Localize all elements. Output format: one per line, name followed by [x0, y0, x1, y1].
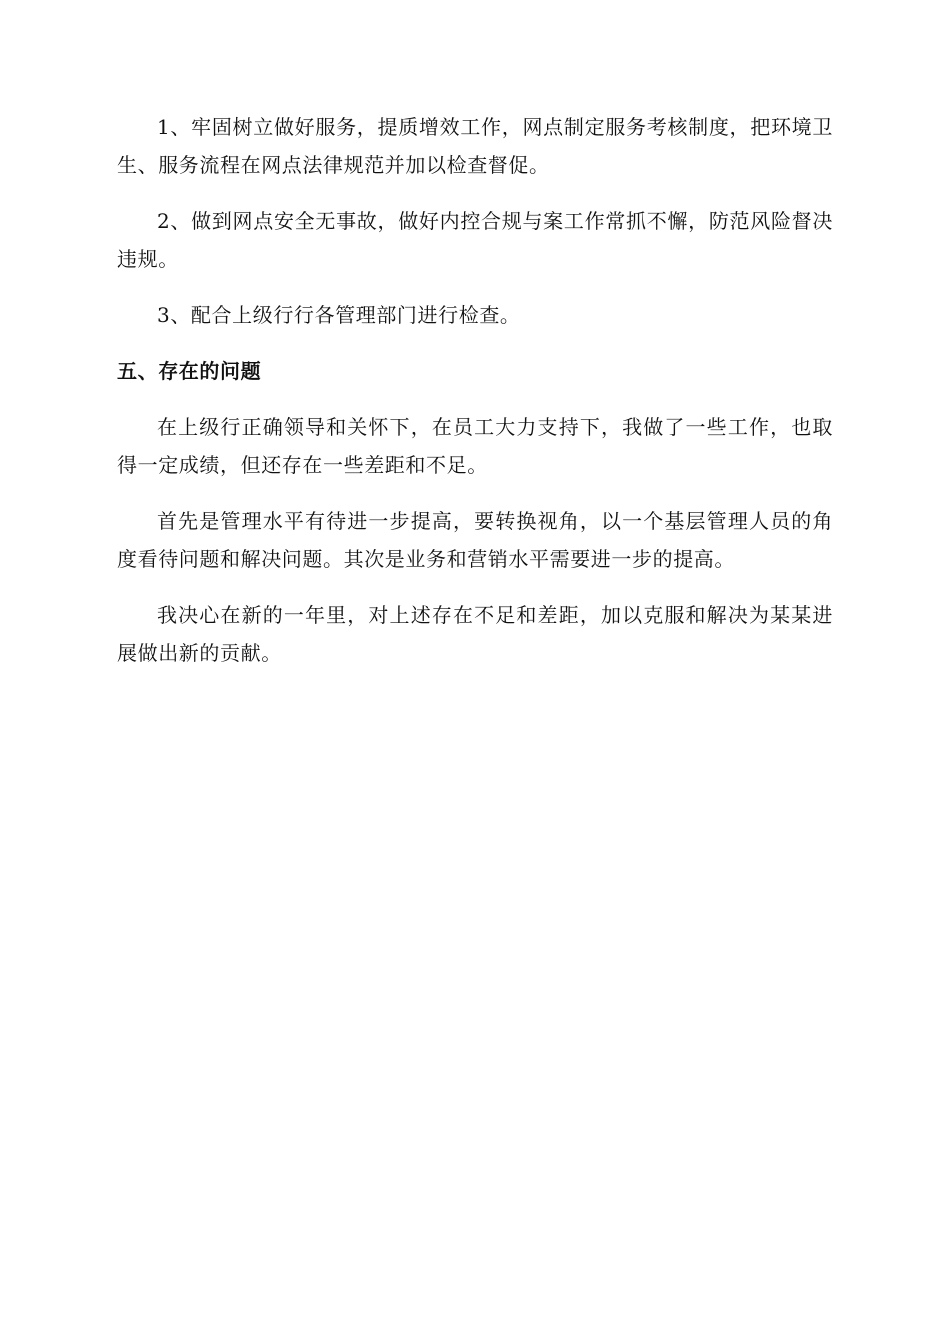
list-item-1: 1、牢固树立做好服务，提质增效工作，网点制定服务考核制度，把环境卫生、服务流程在网点法律规范并加以检查督促。 [117, 115, 833, 177]
paragraph-1: 在上级行正确领导和关怀下，在员工大力支持下，我做了一些工作，也取得一定成绩，但还存在一些差距和不足。 [117, 415, 833, 477]
list-item-2: 2、做到网点安全无事故，做好内控合规与案工作常抓不懈，防范风险督决违规。 [117, 209, 833, 271]
paragraph-2: 首先是管理水平有待进一步提高，要转换视角，以一个基层管理人员的角度看待问题和解决问题。其次是业务和营销水平需要进一步的提高。 [117, 509, 833, 571]
section-heading: 五、存在的问题 [117, 359, 262, 383]
document-body [117, 108, 833, 690]
paragraph-3: 我决心在新的一年里，对上述存在不足和差距，加以克服和解决为某某进展做出新的贡献。 [117, 603, 833, 665]
list-item-3: 3、配合上级行行各管理部门进行检查。 [157, 303, 521, 327]
